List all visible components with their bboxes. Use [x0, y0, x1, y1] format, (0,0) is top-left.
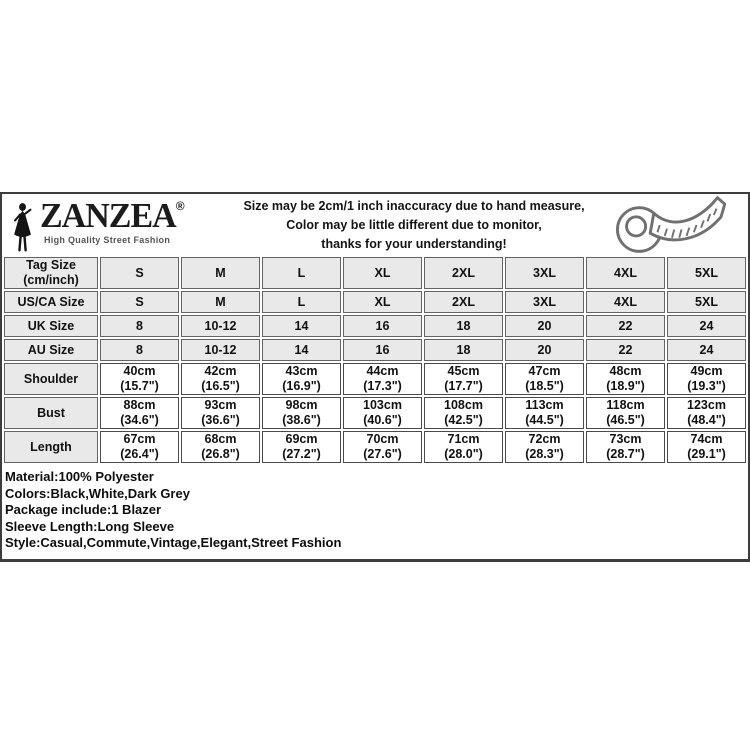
size-cell: 18: [424, 315, 503, 337]
size-cell: 5XL: [667, 291, 746, 313]
tape-icon-wrap: [596, 195, 748, 255]
row-label-cell: Shoulder: [4, 363, 98, 395]
measure-cell: 113cm (44.5"): [505, 397, 584, 429]
row-label-cell: UK Size: [4, 315, 98, 337]
size-cell: 2XL: [424, 257, 503, 289]
brand-text: [40, 197, 185, 245]
size-cell: 24: [667, 339, 746, 361]
measure-cell: 118cm (46.5"): [586, 397, 665, 429]
row-label-cell: AU Size: [4, 339, 98, 361]
size-chart-sheet: [0, 192, 750, 562]
size-cell: 22: [586, 339, 665, 361]
size-cell: 14: [262, 315, 341, 337]
measure-cell: 98cm (38.6"): [262, 397, 341, 429]
measure-cell: 71cm (28.0"): [424, 431, 503, 463]
size-cell: XL: [343, 257, 422, 289]
brand-name: ZANZEA: [40, 197, 176, 236]
measure-cell: 40cm (15.7"): [100, 363, 179, 395]
measure-cell: 47cm (18.5"): [505, 363, 584, 395]
table-row: [4, 291, 746, 313]
size-cell: 16: [343, 315, 422, 337]
measure-notice: [232, 195, 596, 254]
measure-cell: 103cm (40.6"): [343, 397, 422, 429]
measuring-tape-icon: [611, 195, 733, 255]
registered-mark: ®: [175, 199, 185, 213]
size-cell: 3XL: [505, 291, 584, 313]
measure-cell: 44cm (17.3"): [343, 363, 422, 395]
size-cell: L: [262, 291, 341, 313]
brand-tagline: High Quality Street Fashion: [44, 235, 171, 245]
woman-silhouette-icon: [9, 201, 37, 253]
size-cell: 4XL: [586, 257, 665, 289]
detail-line: Package include:1 Blazer: [5, 502, 162, 518]
product-details: [2, 465, 748, 559]
row-label-cell: Tag Size (cm/inch): [4, 257, 98, 289]
measure-cell: 88cm (34.6"): [100, 397, 179, 429]
detail-line: Colors:Black,White,Dark Grey: [5, 485, 190, 501]
measure-cell: 43cm (16.9"): [262, 363, 341, 395]
size-cell: 20: [505, 315, 584, 337]
measure-cell: 108cm (42.5"): [424, 397, 503, 429]
size-cell: M: [181, 257, 260, 289]
measure-cell: 73cm (28.7"): [586, 431, 665, 463]
size-cell: 10-12: [181, 315, 260, 337]
notice-line-1: Size may be 2cm/1 inch inaccuracy due to hand measure,: [243, 199, 585, 213]
row-label-cell: Length: [4, 431, 98, 463]
size-cell: 2XL: [424, 291, 503, 313]
size-cell: L: [262, 257, 341, 289]
size-cell: XL: [343, 291, 422, 313]
measure-cell: 70cm (27.6"): [343, 431, 422, 463]
measure-cell: 42cm (16.5"): [181, 363, 260, 395]
measure-cell: 45cm (17.7"): [424, 363, 503, 395]
row-label-cell: Bust: [4, 397, 98, 429]
table-row: [4, 315, 746, 337]
measure-cell: 67cm (26.4"): [100, 431, 179, 463]
size-cell: 24: [667, 315, 746, 337]
measure-cell: 69cm (27.2"): [262, 431, 341, 463]
size-table: [2, 255, 748, 465]
size-cell: S: [100, 257, 179, 289]
size-cell: 8: [100, 339, 179, 361]
size-cell: M: [181, 291, 260, 313]
row-label-cell: US/CA Size: [4, 291, 98, 313]
table-row: [4, 397, 746, 429]
detail-line: Material:100% Polyester: [5, 469, 154, 484]
detail-line: Sleeve Length:Long Sleeve: [5, 518, 175, 534]
table-row: [4, 431, 746, 463]
size-cell: 14: [262, 339, 341, 361]
size-cell: 5XL: [667, 257, 746, 289]
notice-line-3: thanks for your understanding!: [321, 237, 507, 251]
size-cell: 22: [586, 315, 665, 337]
size-cell: 4XL: [586, 291, 665, 313]
table-row: [4, 363, 746, 395]
table-header-row: [4, 257, 746, 289]
measure-cell: 72cm (28.3"): [505, 431, 584, 463]
size-cell: 16: [343, 339, 422, 361]
size-cell: S: [100, 291, 179, 313]
size-cell: 10-12: [181, 339, 260, 361]
table-row: [4, 339, 746, 361]
measure-cell: 49cm (19.3"): [667, 363, 746, 395]
measure-cell: 123cm (48.4"): [667, 397, 746, 429]
measure-cell: 74cm (29.1"): [667, 431, 746, 463]
measure-cell: 93cm (36.6"): [181, 397, 260, 429]
measure-cell: 48cm (18.9"): [586, 363, 665, 395]
size-cell: 8: [100, 315, 179, 337]
size-cell: 20: [505, 339, 584, 361]
brand-logo: [2, 196, 232, 253]
detail-line: Style:Casual,Commute,Vintage,Elegant,Street Fashion: [5, 535, 342, 551]
size-cell: 18: [424, 339, 503, 361]
notice-line-2: Color may be little different due to monitor,: [286, 218, 542, 232]
sheet-header: [2, 194, 748, 255]
measure-cell: 68cm (26.8"): [181, 431, 260, 463]
size-cell: 3XL: [505, 257, 584, 289]
